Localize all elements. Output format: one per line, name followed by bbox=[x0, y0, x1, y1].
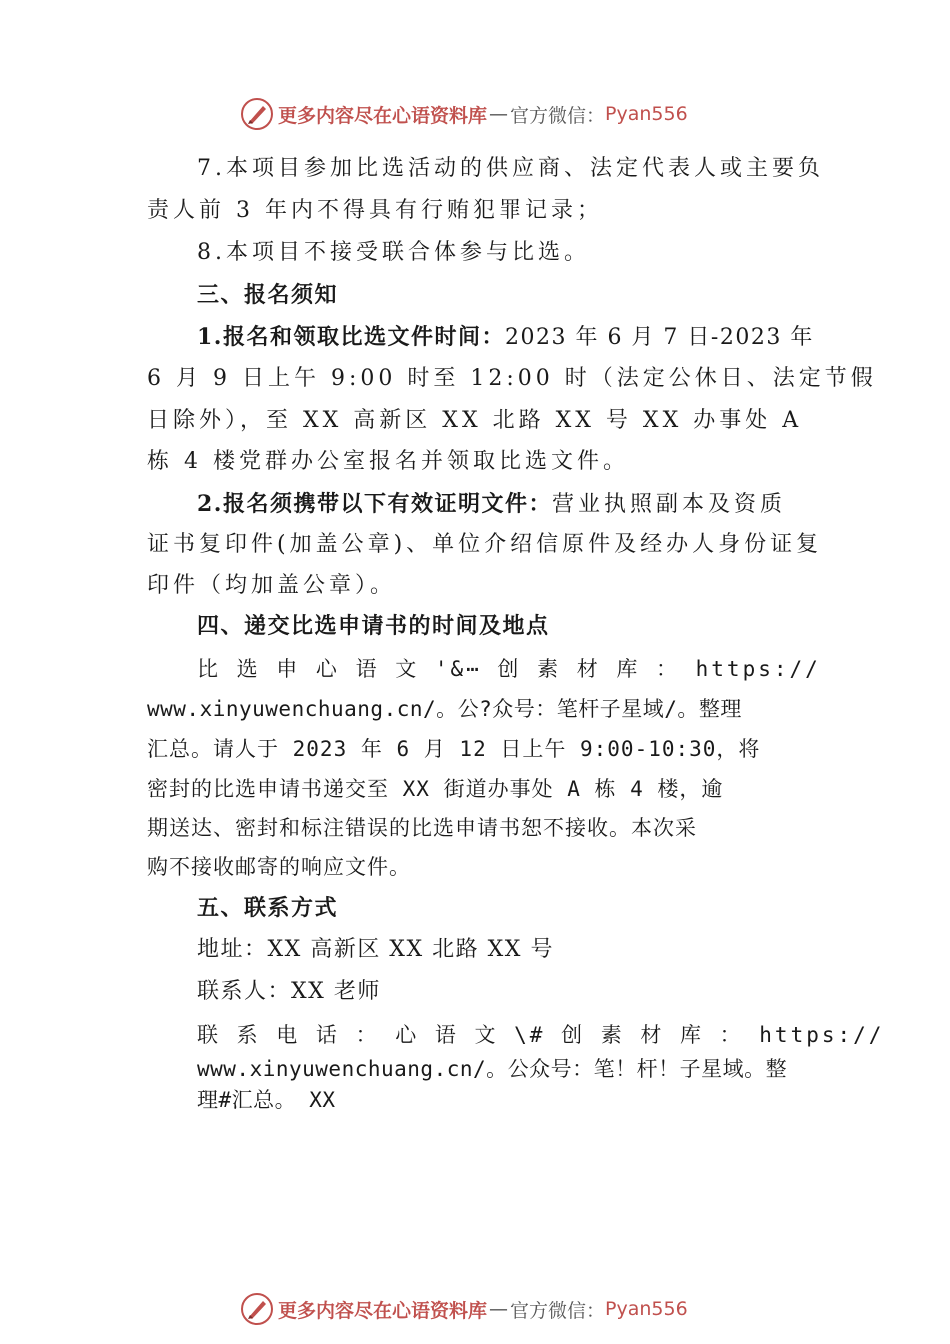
paragraph-line: 日除外），至 XX 高新区 XX 北路 XX 号 XX 办事处 A bbox=[147, 408, 803, 433]
paragraph-line: 栋 4 楼党群办公室报名并领取比选文件。 bbox=[147, 449, 629, 474]
banner-separator: — bbox=[489, 1298, 509, 1320]
item-heading: 1.报名和领取比选文件时间： bbox=[197, 324, 505, 350]
item-text: 2023 年 6 月 7 日-2023 年 bbox=[504, 325, 814, 350]
paragraph-line: www.xinyuwenchuang.cn/。公众号：笔！杆！子星域。整 bbox=[197, 1057, 788, 1081]
paragraph-line: 密封的比选申请书递交至 XX 街道办事处 A 栋 4 楼，逾 bbox=[147, 777, 724, 801]
banner-wechat-id: Pyan556 bbox=[605, 1298, 688, 1320]
contact-address: 地址：XX 高新区 XX 北路 XX 号 bbox=[197, 937, 554, 962]
footer-banner bbox=[240, 1291, 688, 1327]
contact-phone: 联 系 电 话 ： 心 语 文 \# 创 素 材 库 ： https:// bbox=[197, 1023, 885, 1047]
paragraph-line: www.xinyuwenchuang.cn/。公?众号：笔杆子星域/。整理 bbox=[147, 697, 742, 721]
banner-wechat-id: Pyan556 bbox=[605, 103, 688, 125]
banner-wechat-label: 官方微信： bbox=[510, 104, 606, 127]
section-heading: 四、递交比选申请书的时间及地点 bbox=[197, 613, 550, 639]
paragraph-line: 责人前 3 年内不得具有行贿犯罪记录； bbox=[147, 198, 603, 223]
paragraph-line: 汇总。请人于 2023 年 6 月 12 日上午 9:00-10:30，将 bbox=[147, 737, 761, 761]
paragraph-line: 8.本项目不接受联合体参与比选。 bbox=[197, 240, 590, 265]
item-text: 营业执照副本及资质 bbox=[551, 492, 786, 517]
contact-person: 联系人：XX 老师 bbox=[197, 979, 381, 1004]
paragraph-line: 证书复印件(加盖公章)、单位介绍信原件及经办人身份证复 bbox=[147, 532, 823, 557]
paragraph-line: 期送达、密封和标注错误的比选申请书恕不接收。本次采 bbox=[147, 816, 697, 840]
section-heading: 五、联系方式 bbox=[197, 895, 339, 921]
section-heading: 三、报名须知 bbox=[197, 282, 339, 308]
paragraph-line bbox=[197, 489, 786, 519]
paragraph-line: 比 选 申 心 语 文 '&⋯ 创 素 材 库 ： https:// bbox=[197, 657, 821, 681]
header-banner bbox=[240, 96, 688, 132]
banner-site-text: 更多内容尽在心语资料库 bbox=[278, 104, 488, 127]
banner-separator: — bbox=[489, 103, 509, 125]
paragraph-line bbox=[197, 322, 814, 352]
item-heading: 2.报名须携带以下有效证明文件： bbox=[197, 491, 552, 517]
pen-logo-icon bbox=[240, 97, 274, 131]
banner-site-text: 更多内容尽在心语资料库 bbox=[278, 1299, 488, 1322]
paragraph-line: 理#汇总。 XX bbox=[197, 1088, 336, 1112]
paragraph-line: 7.本项目参加比选活动的供应商、法定代表人或主要负 bbox=[197, 156, 824, 181]
pen-logo-icon bbox=[240, 1292, 274, 1326]
paragraph-line: 印件（均加盖公章）。 bbox=[147, 573, 397, 598]
paragraph-line: 购不接收邮寄的响应文件。 bbox=[147, 855, 411, 879]
paragraph-line: 6 月 9 日上午 9:00 时至 12:00 时（法定公休日、法定节假 bbox=[147, 366, 877, 391]
banner-wechat-label: 官方微信： bbox=[510, 1299, 606, 1322]
